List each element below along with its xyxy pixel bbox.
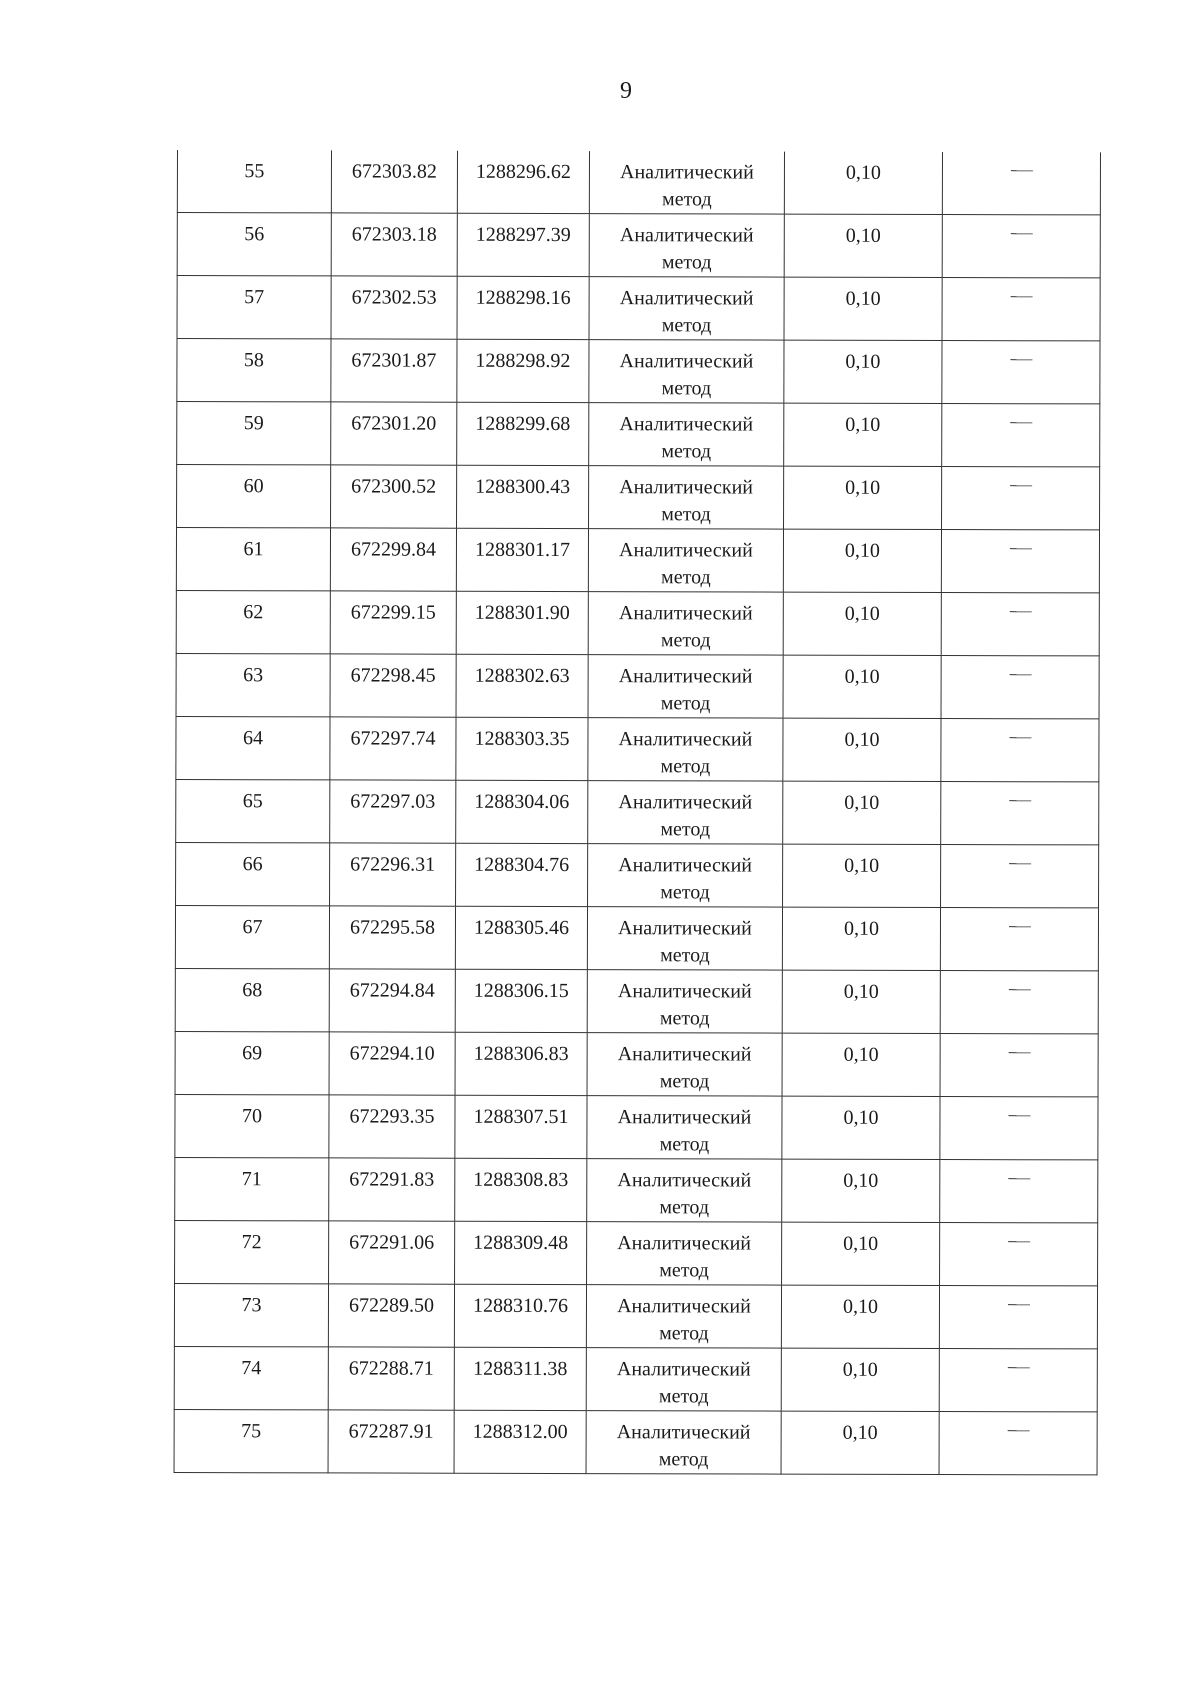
accuracy-value: 0,10 bbox=[844, 602, 880, 625]
note-cell bbox=[940, 1034, 1098, 1097]
accuracy-value: 0,10 bbox=[844, 791, 880, 814]
method-cell bbox=[587, 1159, 782, 1223]
point-number-cell bbox=[175, 1220, 329, 1283]
note-cell bbox=[942, 467, 1100, 530]
method-cell bbox=[588, 529, 783, 593]
note-cell bbox=[942, 278, 1100, 341]
method-cell bbox=[589, 277, 784, 341]
coordinates-table-body bbox=[174, 150, 1100, 1475]
y-coordinate: 1288299.68 bbox=[475, 412, 571, 436]
point-number-cell bbox=[177, 465, 331, 528]
y-coordinate: 1288298.92 bbox=[475, 349, 571, 373]
accuracy-value: 0,10 bbox=[845, 476, 881, 499]
point-number: 74 bbox=[241, 1357, 262, 1380]
method-cell bbox=[587, 1222, 782, 1286]
y-coordinate: 1288310.76 bbox=[472, 1294, 569, 1318]
x-coordinate-cell bbox=[328, 1347, 454, 1410]
x-coordinate: 672299.15 bbox=[350, 601, 436, 624]
point-number: 68 bbox=[242, 979, 263, 1002]
accuracy-cell bbox=[783, 718, 941, 781]
point-number: 58 bbox=[243, 349, 264, 372]
point-number: 63 bbox=[243, 664, 264, 687]
method-cell bbox=[586, 1285, 781, 1349]
x-coordinate-cell bbox=[330, 780, 456, 843]
table-row bbox=[177, 402, 1100, 467]
accuracy-value: 0,10 bbox=[844, 854, 880, 877]
dash-mark bbox=[1007, 1430, 1029, 1431]
accuracy-cell bbox=[782, 1222, 940, 1285]
method-cell bbox=[587, 1096, 782, 1160]
y-coordinate: 1288300.43 bbox=[475, 475, 571, 499]
method-text: Аналитический метод bbox=[619, 476, 754, 526]
y-coordinate: 1288307.51 bbox=[473, 1105, 569, 1129]
accuracy-value: 0,10 bbox=[845, 413, 881, 436]
point-number-cell bbox=[175, 1094, 329, 1157]
dash-mark bbox=[1008, 926, 1030, 927]
table-row bbox=[175, 1094, 1098, 1159]
x-coordinate-cell bbox=[330, 528, 456, 591]
point-number-cell bbox=[176, 653, 330, 716]
accuracy-cell bbox=[782, 1033, 940, 1096]
accuracy-value: 0,10 bbox=[843, 1169, 879, 1192]
accuracy-cell bbox=[784, 152, 942, 215]
dash-mark bbox=[1007, 1367, 1029, 1368]
y-coordinate-cell bbox=[455, 1158, 587, 1221]
y-coordinate-cell bbox=[454, 1284, 586, 1347]
y-coordinate-cell bbox=[455, 1221, 587, 1284]
x-coordinate-cell bbox=[328, 1284, 454, 1347]
method-text: Аналитический метод bbox=[617, 1106, 752, 1156]
accuracy-value: 0,10 bbox=[845, 161, 881, 184]
note-cell bbox=[940, 971, 1098, 1034]
dash-mark bbox=[1010, 296, 1032, 297]
note-cell bbox=[939, 1411, 1097, 1474]
method-text: Аналитический метод bbox=[618, 728, 753, 778]
point-number-cell bbox=[175, 968, 329, 1031]
method-text: Аналитический метод bbox=[617, 980, 752, 1030]
point-number-cell bbox=[177, 339, 331, 402]
table-row bbox=[176, 842, 1099, 907]
method-cell bbox=[587, 970, 782, 1034]
point-number-cell bbox=[175, 1157, 329, 1220]
y-coordinate-cell bbox=[456, 843, 588, 906]
point-number-cell bbox=[176, 842, 330, 905]
accuracy-value: 0,10 bbox=[845, 350, 881, 373]
dash-mark bbox=[1008, 989, 1030, 990]
x-coordinate: 672299.84 bbox=[350, 538, 436, 561]
accuracy-cell bbox=[784, 340, 942, 403]
y-coordinate: 1288302.63 bbox=[474, 664, 570, 688]
y-coordinate-cell bbox=[454, 1410, 586, 1473]
method-cell bbox=[588, 718, 783, 782]
method-text: Аналитический метод bbox=[617, 1232, 752, 1282]
accuracy-cell bbox=[783, 592, 941, 655]
y-coordinate-cell bbox=[455, 1032, 587, 1095]
table-row bbox=[174, 1283, 1097, 1348]
point-number: 56 bbox=[244, 223, 265, 246]
method-cell bbox=[588, 844, 783, 908]
table-row bbox=[177, 213, 1100, 278]
table-row bbox=[175, 968, 1098, 1033]
note-cell bbox=[941, 719, 1099, 782]
point-number-cell bbox=[174, 1409, 328, 1472]
y-coordinate: 1288301.17 bbox=[474, 538, 570, 562]
accuracy-value: 0,10 bbox=[843, 917, 879, 940]
table-row bbox=[176, 716, 1099, 781]
accuracy-cell bbox=[782, 970, 940, 1033]
accuracy-cell bbox=[781, 1348, 939, 1411]
method-text: Аналитический метод bbox=[619, 413, 754, 463]
method-text: Аналитический метод bbox=[619, 539, 753, 589]
accuracy-cell bbox=[783, 655, 941, 718]
dash-mark bbox=[1008, 1178, 1030, 1179]
point-number: 70 bbox=[241, 1105, 262, 1128]
point-number-cell bbox=[175, 905, 329, 968]
accuracy-value: 0,10 bbox=[843, 980, 879, 1003]
y-coordinate-cell bbox=[455, 1095, 587, 1158]
table-row bbox=[176, 779, 1099, 844]
point-number: 57 bbox=[244, 286, 265, 309]
y-coordinate: 1288312.00 bbox=[472, 1420, 568, 1444]
y-coordinate-cell bbox=[456, 528, 588, 591]
x-coordinate-cell bbox=[329, 1032, 455, 1095]
x-coordinate-cell bbox=[331, 213, 457, 276]
point-number-cell bbox=[177, 213, 331, 276]
accuracy-value: 0,10 bbox=[842, 1358, 878, 1381]
point-number: 71 bbox=[241, 1168, 262, 1191]
accuracy-cell bbox=[784, 403, 942, 466]
method-text: Аналитический метод bbox=[618, 854, 753, 904]
x-coordinate: 672297.03 bbox=[350, 790, 436, 813]
dash-mark bbox=[1010, 233, 1032, 234]
method-text: Аналитический метод bbox=[616, 1421, 751, 1471]
point-number-cell bbox=[176, 779, 330, 842]
method-cell bbox=[589, 340, 784, 404]
table-row bbox=[177, 150, 1100, 215]
table-row bbox=[175, 1157, 1098, 1222]
x-coordinate: 672300.52 bbox=[351, 475, 437, 498]
page-number: 9 bbox=[620, 78, 632, 104]
x-coordinate-cell bbox=[329, 1221, 455, 1284]
table-row bbox=[175, 905, 1098, 970]
accuracy-cell bbox=[782, 1159, 940, 1222]
x-coordinate: 672303.82 bbox=[351, 160, 437, 183]
table-row bbox=[177, 276, 1100, 341]
accuracy-value: 0,10 bbox=[842, 1295, 879, 1318]
y-coordinate-cell bbox=[456, 780, 588, 843]
method-text: Аналитический метод bbox=[617, 1043, 752, 1093]
accuracy-value: 0,10 bbox=[845, 224, 881, 247]
method-cell bbox=[589, 151, 784, 214]
accuracy-cell bbox=[782, 1096, 940, 1159]
method-text: Аналитический метод bbox=[617, 1295, 751, 1345]
point-number-cell bbox=[177, 402, 331, 465]
accuracy-cell bbox=[783, 781, 941, 844]
note-cell bbox=[942, 404, 1100, 467]
accuracy-value: 0,10 bbox=[843, 1106, 879, 1129]
x-coordinate: 672289.50 bbox=[348, 1294, 435, 1317]
accuracy-cell bbox=[781, 1411, 939, 1474]
note-cell bbox=[941, 530, 1099, 593]
x-coordinate: 672297.74 bbox=[350, 727, 436, 750]
y-coordinate-cell bbox=[456, 654, 588, 717]
method-text: Аналитический метод bbox=[619, 224, 754, 274]
method-cell bbox=[586, 1411, 781, 1475]
point-number: 60 bbox=[243, 475, 264, 498]
y-coordinate: 1288303.35 bbox=[474, 727, 570, 751]
x-coordinate-cell bbox=[329, 969, 455, 1032]
y-coordinate-cell bbox=[456, 591, 588, 654]
table-row bbox=[174, 1346, 1097, 1411]
method-cell bbox=[588, 655, 783, 719]
x-coordinate-cell bbox=[330, 654, 456, 717]
note-cell bbox=[942, 215, 1100, 278]
dash-mark bbox=[1010, 485, 1032, 486]
method-text: Аналитический метод bbox=[619, 287, 754, 337]
method-cell bbox=[589, 403, 784, 467]
point-number: 59 bbox=[243, 412, 264, 435]
table-row bbox=[176, 590, 1099, 655]
y-coordinate: 1288311.38 bbox=[473, 1357, 568, 1381]
x-coordinate-cell bbox=[329, 1158, 455, 1221]
point-number: 73 bbox=[241, 1294, 262, 1317]
accuracy-cell bbox=[783, 529, 941, 592]
table-row bbox=[175, 1220, 1098, 1285]
x-coordinate-cell bbox=[328, 1410, 454, 1473]
y-coordinate: 1288296.62 bbox=[475, 160, 571, 184]
note-cell bbox=[941, 845, 1099, 908]
method-cell bbox=[587, 907, 782, 971]
y-coordinate-cell bbox=[455, 969, 587, 1032]
point-number-cell bbox=[174, 1283, 328, 1346]
note-cell bbox=[940, 908, 1098, 971]
point-number: 67 bbox=[242, 916, 263, 939]
dash-mark bbox=[1010, 170, 1032, 171]
dash-mark bbox=[1010, 422, 1032, 423]
dash-mark bbox=[1009, 611, 1031, 612]
x-coordinate-cell bbox=[330, 591, 456, 654]
point-number: 65 bbox=[242, 790, 263, 813]
x-coordinate: 672288.71 bbox=[348, 1357, 434, 1380]
method-text: Аналитический метод bbox=[618, 791, 753, 841]
accuracy-cell bbox=[782, 907, 940, 970]
y-coordinate: 1288301.90 bbox=[474, 601, 570, 625]
x-coordinate-cell bbox=[331, 276, 457, 339]
dash-mark bbox=[1008, 1241, 1030, 1242]
y-coordinate: 1288304.06 bbox=[474, 790, 570, 814]
x-coordinate: 672301.20 bbox=[351, 412, 437, 435]
table-row bbox=[176, 528, 1099, 593]
y-coordinate-cell bbox=[456, 717, 588, 780]
note-cell bbox=[941, 782, 1099, 845]
point-number: 66 bbox=[242, 853, 263, 876]
method-text: Аналитический метод bbox=[618, 917, 752, 967]
y-coordinate: 1288298.16 bbox=[475, 286, 571, 310]
y-coordinate-cell bbox=[457, 402, 589, 465]
point-number: 72 bbox=[241, 1231, 262, 1254]
y-coordinate-cell bbox=[457, 465, 589, 528]
accuracy-cell bbox=[783, 844, 941, 907]
note-cell bbox=[940, 1223, 1098, 1286]
x-coordinate: 672298.45 bbox=[350, 664, 436, 687]
note-cell bbox=[942, 341, 1100, 404]
x-coordinate: 672301.87 bbox=[351, 349, 437, 372]
accuracy-cell bbox=[784, 214, 942, 277]
x-coordinate: 672291.83 bbox=[349, 1168, 435, 1191]
y-coordinate-cell bbox=[455, 906, 587, 969]
x-coordinate-cell bbox=[331, 465, 457, 528]
point-number: 75 bbox=[241, 1420, 262, 1443]
accuracy-value: 0,10 bbox=[842, 1421, 878, 1444]
accuracy-value: 0,10 bbox=[844, 539, 880, 562]
x-coordinate: 672295.58 bbox=[349, 916, 435, 939]
dash-mark bbox=[1009, 800, 1031, 801]
coordinates-table bbox=[174, 150, 1101, 1475]
point-number-cell bbox=[176, 528, 330, 591]
x-coordinate: 672291.06 bbox=[349, 1231, 435, 1254]
accuracy-value: 0,10 bbox=[844, 728, 880, 751]
y-coordinate: 1288309.48 bbox=[473, 1231, 569, 1255]
dash-mark bbox=[1009, 737, 1031, 738]
x-coordinate: 672303.18 bbox=[351, 223, 437, 246]
method-text: Аналитический метод bbox=[618, 665, 753, 715]
dash-mark bbox=[1009, 548, 1031, 549]
x-coordinate: 672294.10 bbox=[349, 1042, 435, 1065]
x-coordinate: 672294.84 bbox=[349, 979, 435, 1002]
x-coordinate: 672287.91 bbox=[348, 1420, 434, 1443]
dash-mark bbox=[1008, 1052, 1030, 1053]
method-cell bbox=[589, 214, 784, 278]
y-coordinate: 1288308.83 bbox=[473, 1168, 569, 1192]
note-cell bbox=[940, 1097, 1098, 1160]
method-cell bbox=[588, 592, 783, 656]
point-number-cell bbox=[177, 276, 331, 339]
accuracy-cell bbox=[784, 466, 942, 529]
note-cell bbox=[941, 593, 1099, 656]
y-coordinate-cell bbox=[457, 276, 589, 339]
table-row bbox=[177, 339, 1100, 404]
method-text: Аналитический метод bbox=[618, 602, 753, 652]
point-number-cell bbox=[175, 1031, 329, 1094]
table-row bbox=[177, 465, 1100, 530]
y-coordinate-cell bbox=[454, 1347, 586, 1410]
note-cell bbox=[942, 152, 1100, 215]
table-row bbox=[175, 1031, 1098, 1096]
accuracy-cell bbox=[781, 1285, 939, 1348]
y-coordinate: 1288305.46 bbox=[473, 916, 569, 940]
method-cell bbox=[588, 781, 783, 845]
x-coordinate-cell bbox=[330, 843, 456, 906]
note-cell bbox=[939, 1286, 1097, 1349]
accuracy-value: 0,10 bbox=[843, 1232, 879, 1255]
y-coordinate-cell bbox=[457, 213, 589, 276]
y-coordinate: 1288304.76 bbox=[474, 853, 570, 877]
accuracy-value: 0,10 bbox=[844, 665, 880, 688]
method-cell bbox=[587, 1033, 782, 1097]
y-coordinate: 1288306.83 bbox=[473, 1042, 569, 1066]
point-number: 62 bbox=[243, 601, 264, 624]
accuracy-cell bbox=[784, 277, 942, 340]
accuracy-value: 0,10 bbox=[843, 1043, 879, 1066]
note-cell bbox=[939, 1349, 1097, 1412]
y-coordinate-cell bbox=[457, 151, 589, 214]
point-number-cell bbox=[177, 150, 331, 213]
x-coordinate: 672302.53 bbox=[351, 286, 437, 309]
method-cell bbox=[589, 466, 784, 530]
y-coordinate: 1288297.39 bbox=[475, 223, 571, 247]
note-cell bbox=[941, 656, 1099, 719]
y-coordinate: 1288306.15 bbox=[473, 979, 569, 1003]
x-coordinate-cell bbox=[331, 402, 457, 465]
table-row bbox=[176, 653, 1099, 718]
dash-mark bbox=[1007, 1304, 1029, 1305]
point-number-cell bbox=[176, 590, 330, 653]
dash-mark bbox=[1010, 359, 1032, 360]
dash-mark bbox=[1009, 674, 1031, 675]
method-text: Аналитический метод bbox=[619, 350, 754, 400]
dash-mark bbox=[1009, 863, 1031, 864]
method-text: Аналитический метод bbox=[616, 1358, 751, 1408]
x-coordinate: 672296.31 bbox=[350, 853, 436, 876]
note-cell bbox=[940, 1160, 1098, 1223]
x-coordinate-cell bbox=[330, 717, 456, 780]
method-cell bbox=[586, 1348, 781, 1412]
point-number: 69 bbox=[242, 1042, 263, 1065]
point-number: 61 bbox=[243, 538, 264, 561]
point-number-cell bbox=[174, 1346, 328, 1409]
x-coordinate-cell bbox=[331, 339, 457, 402]
x-coordinate-cell bbox=[329, 1095, 455, 1158]
y-coordinate-cell bbox=[457, 339, 589, 402]
x-coordinate-cell bbox=[329, 906, 455, 969]
point-number: 64 bbox=[242, 727, 263, 750]
table-row bbox=[174, 1409, 1097, 1474]
accuracy-value: 0,10 bbox=[845, 287, 881, 310]
method-text: Аналитический метод bbox=[620, 161, 754, 211]
dash-mark bbox=[1008, 1115, 1030, 1116]
method-text: Аналитический метод bbox=[617, 1169, 752, 1219]
x-coordinate-cell bbox=[331, 150, 457, 213]
point-number-cell bbox=[176, 716, 330, 779]
point-number: 55 bbox=[244, 160, 265, 183]
x-coordinate: 672293.35 bbox=[349, 1105, 435, 1128]
